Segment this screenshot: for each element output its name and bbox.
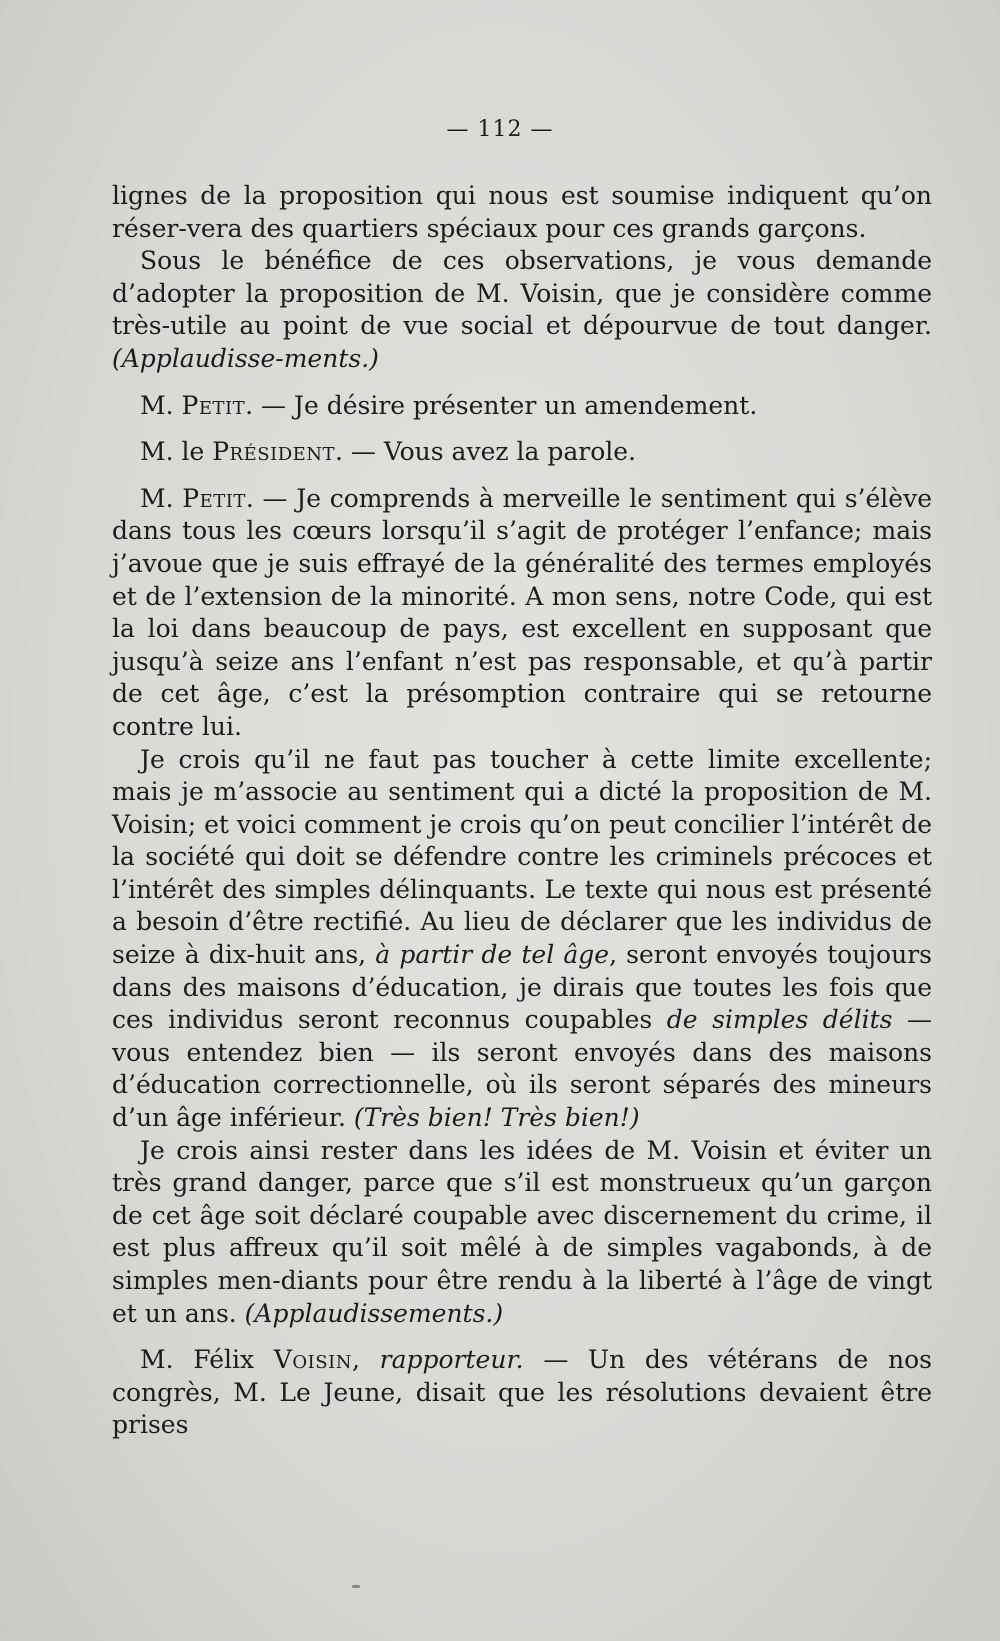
paragraph-text: Je crois qu’il ne faut pas toucher à cette limite excellente; mais je m’associe au sentiment qui a dicté la proposition de M. Voisin; et voici comment je crois qu’on peut concilier l’intérêt de la société qui doit se défendre contre les criminels précoces et l’intérêt des simples délinquants. Le texte qui nous est présenté a besoin d’être rectifié. Au lieu de déclarer que les individus de seize à dix-huit ans, [112,744,932,970]
speech-petit-amendment [112,390,932,423]
speech-text: — Un des vétérans de nos congrès, M. Le Jeune, disait que les résolutions devaient être prises [112,1345,932,1440]
speaker-name: Voisin [273,1345,352,1375]
paragraph-continuation [112,180,932,245]
speech-text: , [351,1345,380,1375]
speaker-title: M. [140,483,183,513]
paragraph-danger [112,1135,932,1331]
speech-petit [112,483,932,744]
paragraph-text: , seront envoyés toujours dans des maisons d’éducation, je dirais que toutes les fois que ces individus seront reconnus coupables [112,940,932,1035]
stage-direction: (Très bien! Très bien!) [353,1103,640,1133]
speech-text: . — Vous avez la parole. [335,437,636,467]
stage-direction: (Applaudisse-ments.) [112,343,379,373]
paragraph-text: Sous le bénéfice de ces observations, je vous demande d’adopter la proposition de M. Voisin, que je considère comme très-utile au point de vue social et dépourvue de tout danger. [112,246,932,341]
speaker-title: M. Félix [140,1345,274,1375]
paragraph-limite [112,744,932,1135]
page-number: — 112 — [446,117,554,142]
paragraph-observations [112,245,932,375]
speaker-name: Petit [182,483,246,513]
paragraph-text: — vous entendez bien — ils seront envoyés dans des maisons d’éducation correctionnelle, où ils seront séparés des mineurs d’un âge inférieur. [112,1005,932,1133]
body-text [112,180,932,1442]
speech-text: . — Je désire présenter un amendement. [245,390,758,420]
speech-president [112,436,932,469]
speaker-title: M. [140,390,182,420]
speech-voisin [112,1344,932,1442]
speaker-title: M. le [140,437,213,467]
stage-direction: (Applaudissements.) [244,1298,504,1328]
emphasis-text: à partir de tel âge [375,940,610,970]
paragraph-text: lignes de la proposition qui nous est soumise indiquent qu’on réser-vera des quartiers spéciaux pour ces grands garçons. [112,181,932,243]
speaker-name: Petit [181,390,246,420]
emphasis-text: de simples délits [666,1005,893,1035]
paragraph-text: Je crois ainsi rester dans les idées de M. Voisin et éviter un très grand danger, parce que s’il est monstrueux qu’un garçon de cet âge soit déclaré coupable avec discernement du crime, il est plus affreux qu’il soit mêlé à de simples vagabonds, à de simples men-diants pour être rendu à la liberté à l’âge de vingt et un ans. [112,1135,932,1328]
speaker-role: rapporteur. [379,1345,524,1375]
speech-text: . — Je comprends à merveille le sentiment qui s’élève dans tous les cœurs lorsqu’il s’agit de protéger l’enfance; mais j’avoue que je suis effrayé de la généralité des termes employés et de l’extension de la minorité. A mon sens, notre Code, qui est la loi dans beaucoup de pays, est excellent en supposant que jusqu’à seize ans l’enfant n’est pas responsable, et qu’à partir de cet âge, c’est la présomption contraire qui se retourne contre lui. [112,483,932,741]
speaker-name: Président [212,437,336,467]
ink-speck [352,1585,360,1588]
